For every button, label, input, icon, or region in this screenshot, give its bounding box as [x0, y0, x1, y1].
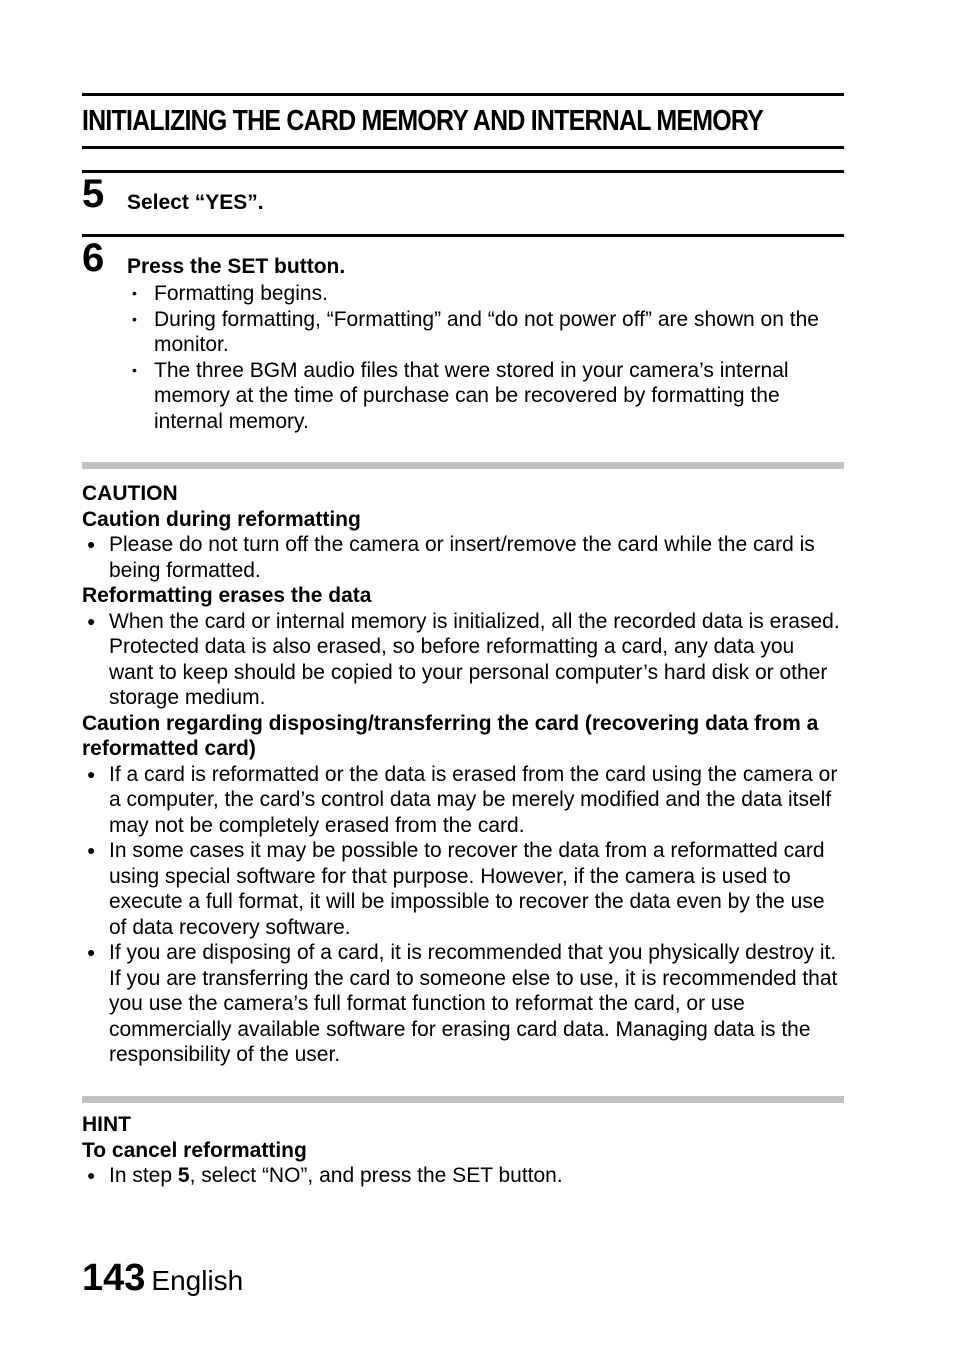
list-item: ● In some cases it may be possible to recover the data from a reformatted card using special software for that purpose. However, if the camera is used to execute a full format, it will be impossible to recover the data even by the use of data recovery software. [82, 838, 844, 940]
page-title: INITIALIZING THE CARD MEMORY AND INTERNAL MEMORY [82, 105, 764, 137]
list-item: • Formatting begins. [127, 281, 844, 307]
step-reference: 5 [177, 1164, 190, 1187]
caution-label: CAUTION [82, 482, 178, 505]
list-item: ● If a card is reformatted or the data is erased from the card using the camera or a computer, the card’s control data may be merely modified and the data itself may not be completely erased from the card. [82, 762, 844, 839]
list-item: • The three BGM audio files that were stored in your camera’s internal memory at the time of purchase can be recovered by formatting the internal memory. [127, 358, 844, 435]
caution-list [82, 762, 844, 1068]
caution-heading: Caution regarding disposing/transferring the card (recovering data from a reformatted card) [82, 711, 819, 760]
language-label: English [151, 1265, 244, 1296]
page-footer [82, 1257, 243, 1300]
hint-label: HINT [82, 1113, 131, 1136]
caution-list [82, 532, 844, 583]
page-number: 143 [82, 1257, 146, 1299]
step-instruction: Press the SET button. [127, 255, 346, 278]
step-instruction: Select “YES”. [127, 191, 264, 214]
hint-text: In step [109, 1164, 178, 1187]
list-item: ● When the card or internal memory is initialized, all the recorded data is erased. Protected data is also erased, so before reformatting a card, any data you want to keep should be copied to your personal computer’s hard disk or other storage medium. [82, 609, 844, 711]
step-number: 6 [82, 236, 105, 280]
caution-list [82, 609, 844, 711]
caution-box [82, 462, 844, 1068]
step-number: 5 [82, 172, 105, 216]
hint-box [82, 1096, 844, 1189]
section-header [82, 93, 844, 149]
list-item: • During formatting, “Formatting” and “do not power off” are shown on the monitor. [127, 307, 844, 358]
hint-list [82, 1163, 844, 1189]
caution-heading: Caution during reformatting [82, 507, 361, 531]
hint-heading: To cancel reformatting [82, 1138, 307, 1162]
step-6 [82, 234, 844, 433]
list-item [82, 1163, 844, 1189]
caution-heading: Reformatting erases the data [82, 584, 372, 607]
list-item: ● Please do not turn off the camera or insert/remove the card while the card is being formatted. [82, 532, 844, 583]
hint-text: , select “NO”, and press the SET button. [189, 1164, 563, 1187]
step-5 [82, 170, 844, 216]
list-item: ● If you are disposing of a card, it is recommended that you physically destroy it. If you are transferring the card to someone else to use, it is recommended that you use the camera’s full format function to reformat the card, or use commercially available software for erasing card data. Managing data is the responsibility of the user. [82, 940, 844, 1068]
step-bullet-list [127, 281, 844, 434]
